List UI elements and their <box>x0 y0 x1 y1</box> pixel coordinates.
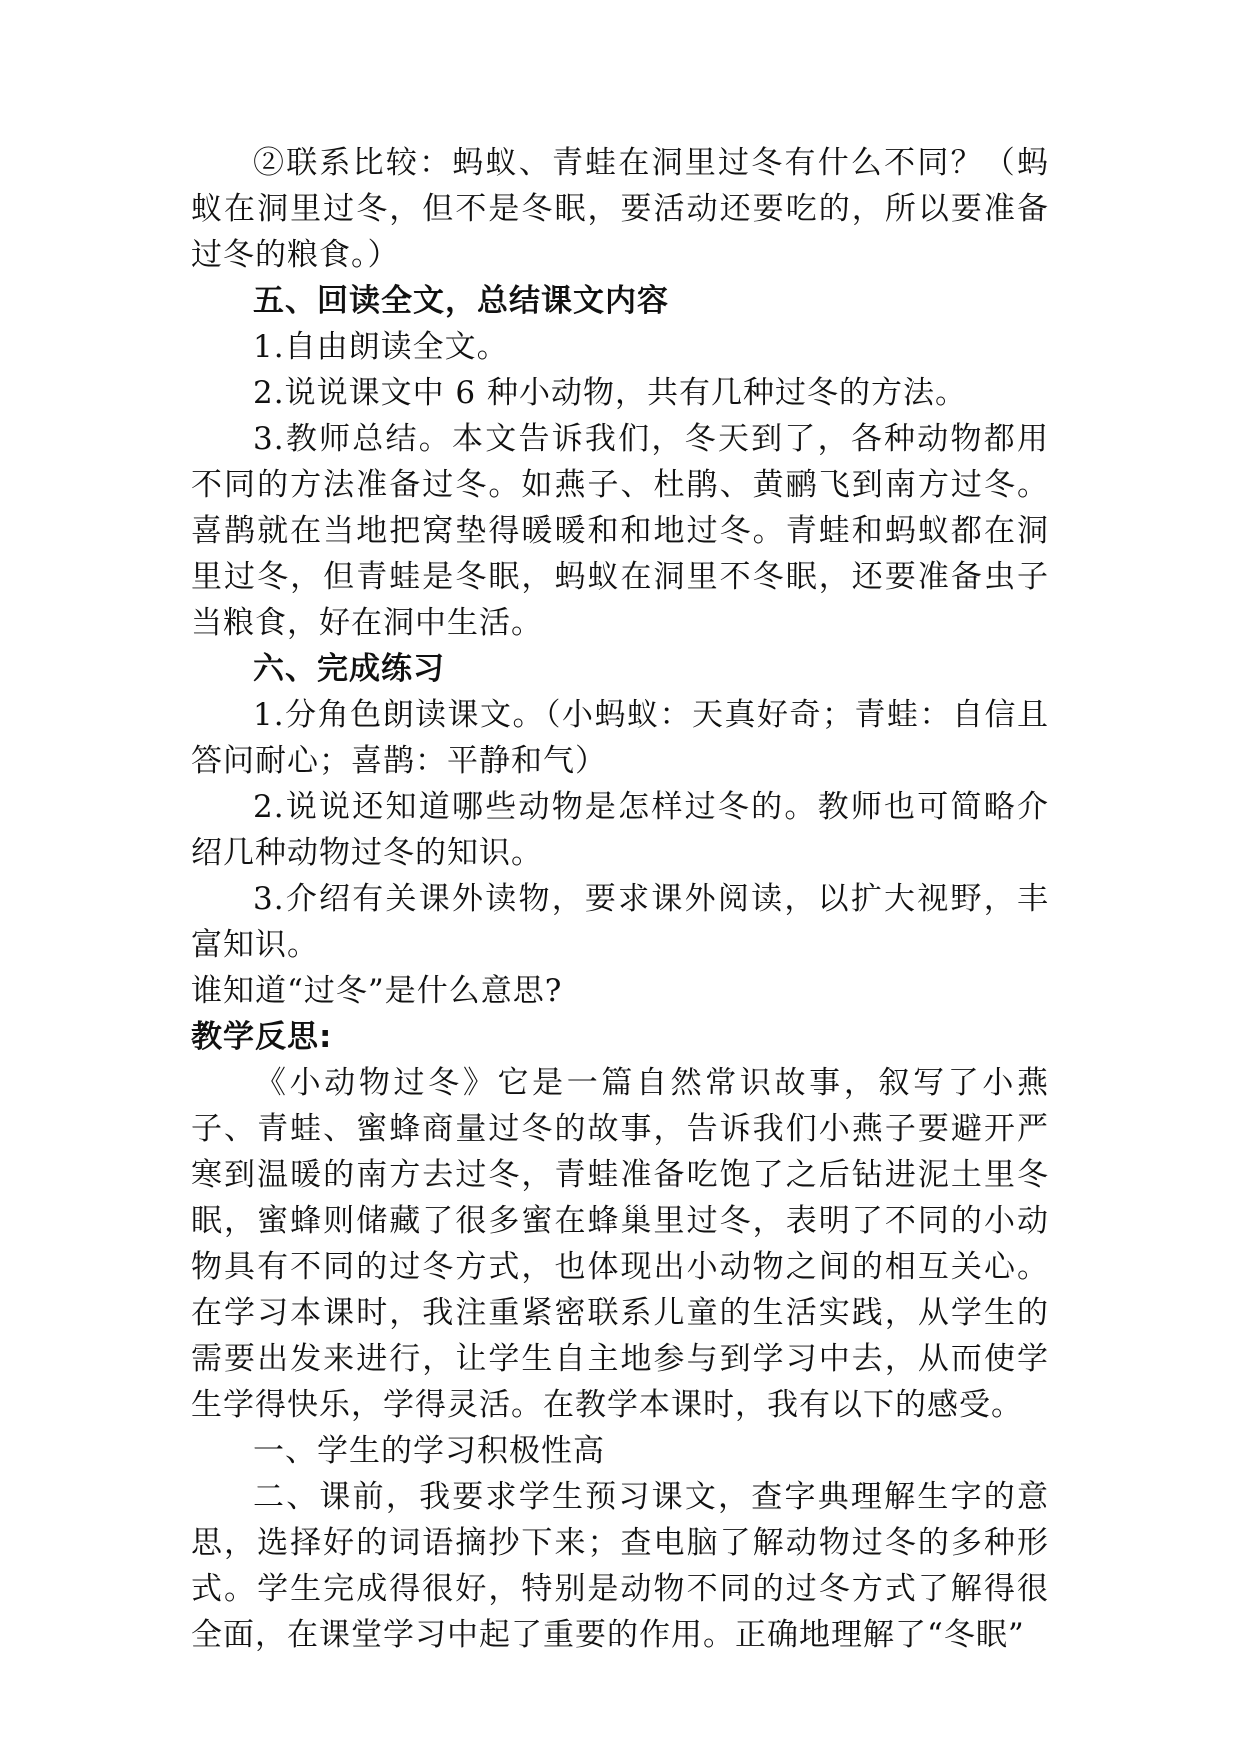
section5-item-1: 1.自由朗读全文。 <box>253 329 509 365</box>
reflection-point-1: 一、学生的学习积极性高 <box>253 1433 605 1469</box>
reflection-heading: 教学反思: <box>191 1019 333 1055</box>
reflection-paragraph: 《小动物过冬》它是一篇自然常识故事，叙写了小燕子、青蛙、蜜蜂商量过冬的故事，告诉我们小燕子要避开严寒到温暖的南方去过冬，青蛙准备吃饱了之后钻进泥土里冬眠，蜜蜂则储藏了很多蜜在蜂巢里过冬，表明了不同的小动物具有不同的过冬方式，也体现出小动物之间的相互关心。在学习本课时，我注重紧密联系儿童的生活实践，从学生的需要出发来进行，让学生自主地参与到学习中去，从而使学生学得快乐，学得灵活。在教学本课时，我有以下的感受。 <box>191 1065 1049 1423</box>
section-heading-6: 六、完成练习 <box>253 651 445 687</box>
compare-paragraph: ②联系比较：蚂蚁、青蛙在洞里过冬有什么不同？（蚂蚁在洞里过冬，但不是冬眠，要活动还要吃的，所以要准备过冬的粮食。） <box>191 145 1049 273</box>
section6-item-3: 3.介绍有关课外读物，要求课外阅读，以扩大视野，丰富知识。 <box>191 881 1049 963</box>
section6-item-1: 1.分角色朗读课文。（小蚂蚁：天真好奇；青蛙：自信且答问耐心；喜鹊：平静和气） <box>191 697 1049 779</box>
section-heading-5: 五、回读全文，总结课文内容 <box>253 283 669 319</box>
section6-item-2: 2.说说还知道哪些动物是怎样过冬的。教师也可简略介绍几种动物过冬的知识。 <box>191 789 1049 871</box>
section5-item-3: 3.教师总结。本文告诉我们，冬天到了，各种动物都用不同的方法准备过冬。如燕子、杜鹃、黄鹂飞到南方过冬。喜鹊就在当地把窝垫得暖暖和和地过冬。青蛙和蚂蚁都在洞里过冬，但青蛙是冬眠，蚂蚁在洞里不冬眠，还要准备虫子当粮食，好在洞中生活。 <box>191 421 1049 641</box>
reflection-point-2: 二、课前，我要求学生预习课文，查字典理解生字的意思，选择好的词语摘抄下来；查电脑了解动物过冬的多种形式。学生完成得很好，特别是动物不同的过冬方式了解得很全面，在课堂学习中起了重要的作用。正确地理解了“冬眠” <box>191 1479 1049 1653</box>
section5-item-2: 2.说说课文中 6 种小动物，共有几种过冬的方法。 <box>253 375 968 411</box>
document-page <box>191 140 1049 1658</box>
question-line: 谁知道“过冬”是什么意思? <box>191 973 563 1009</box>
